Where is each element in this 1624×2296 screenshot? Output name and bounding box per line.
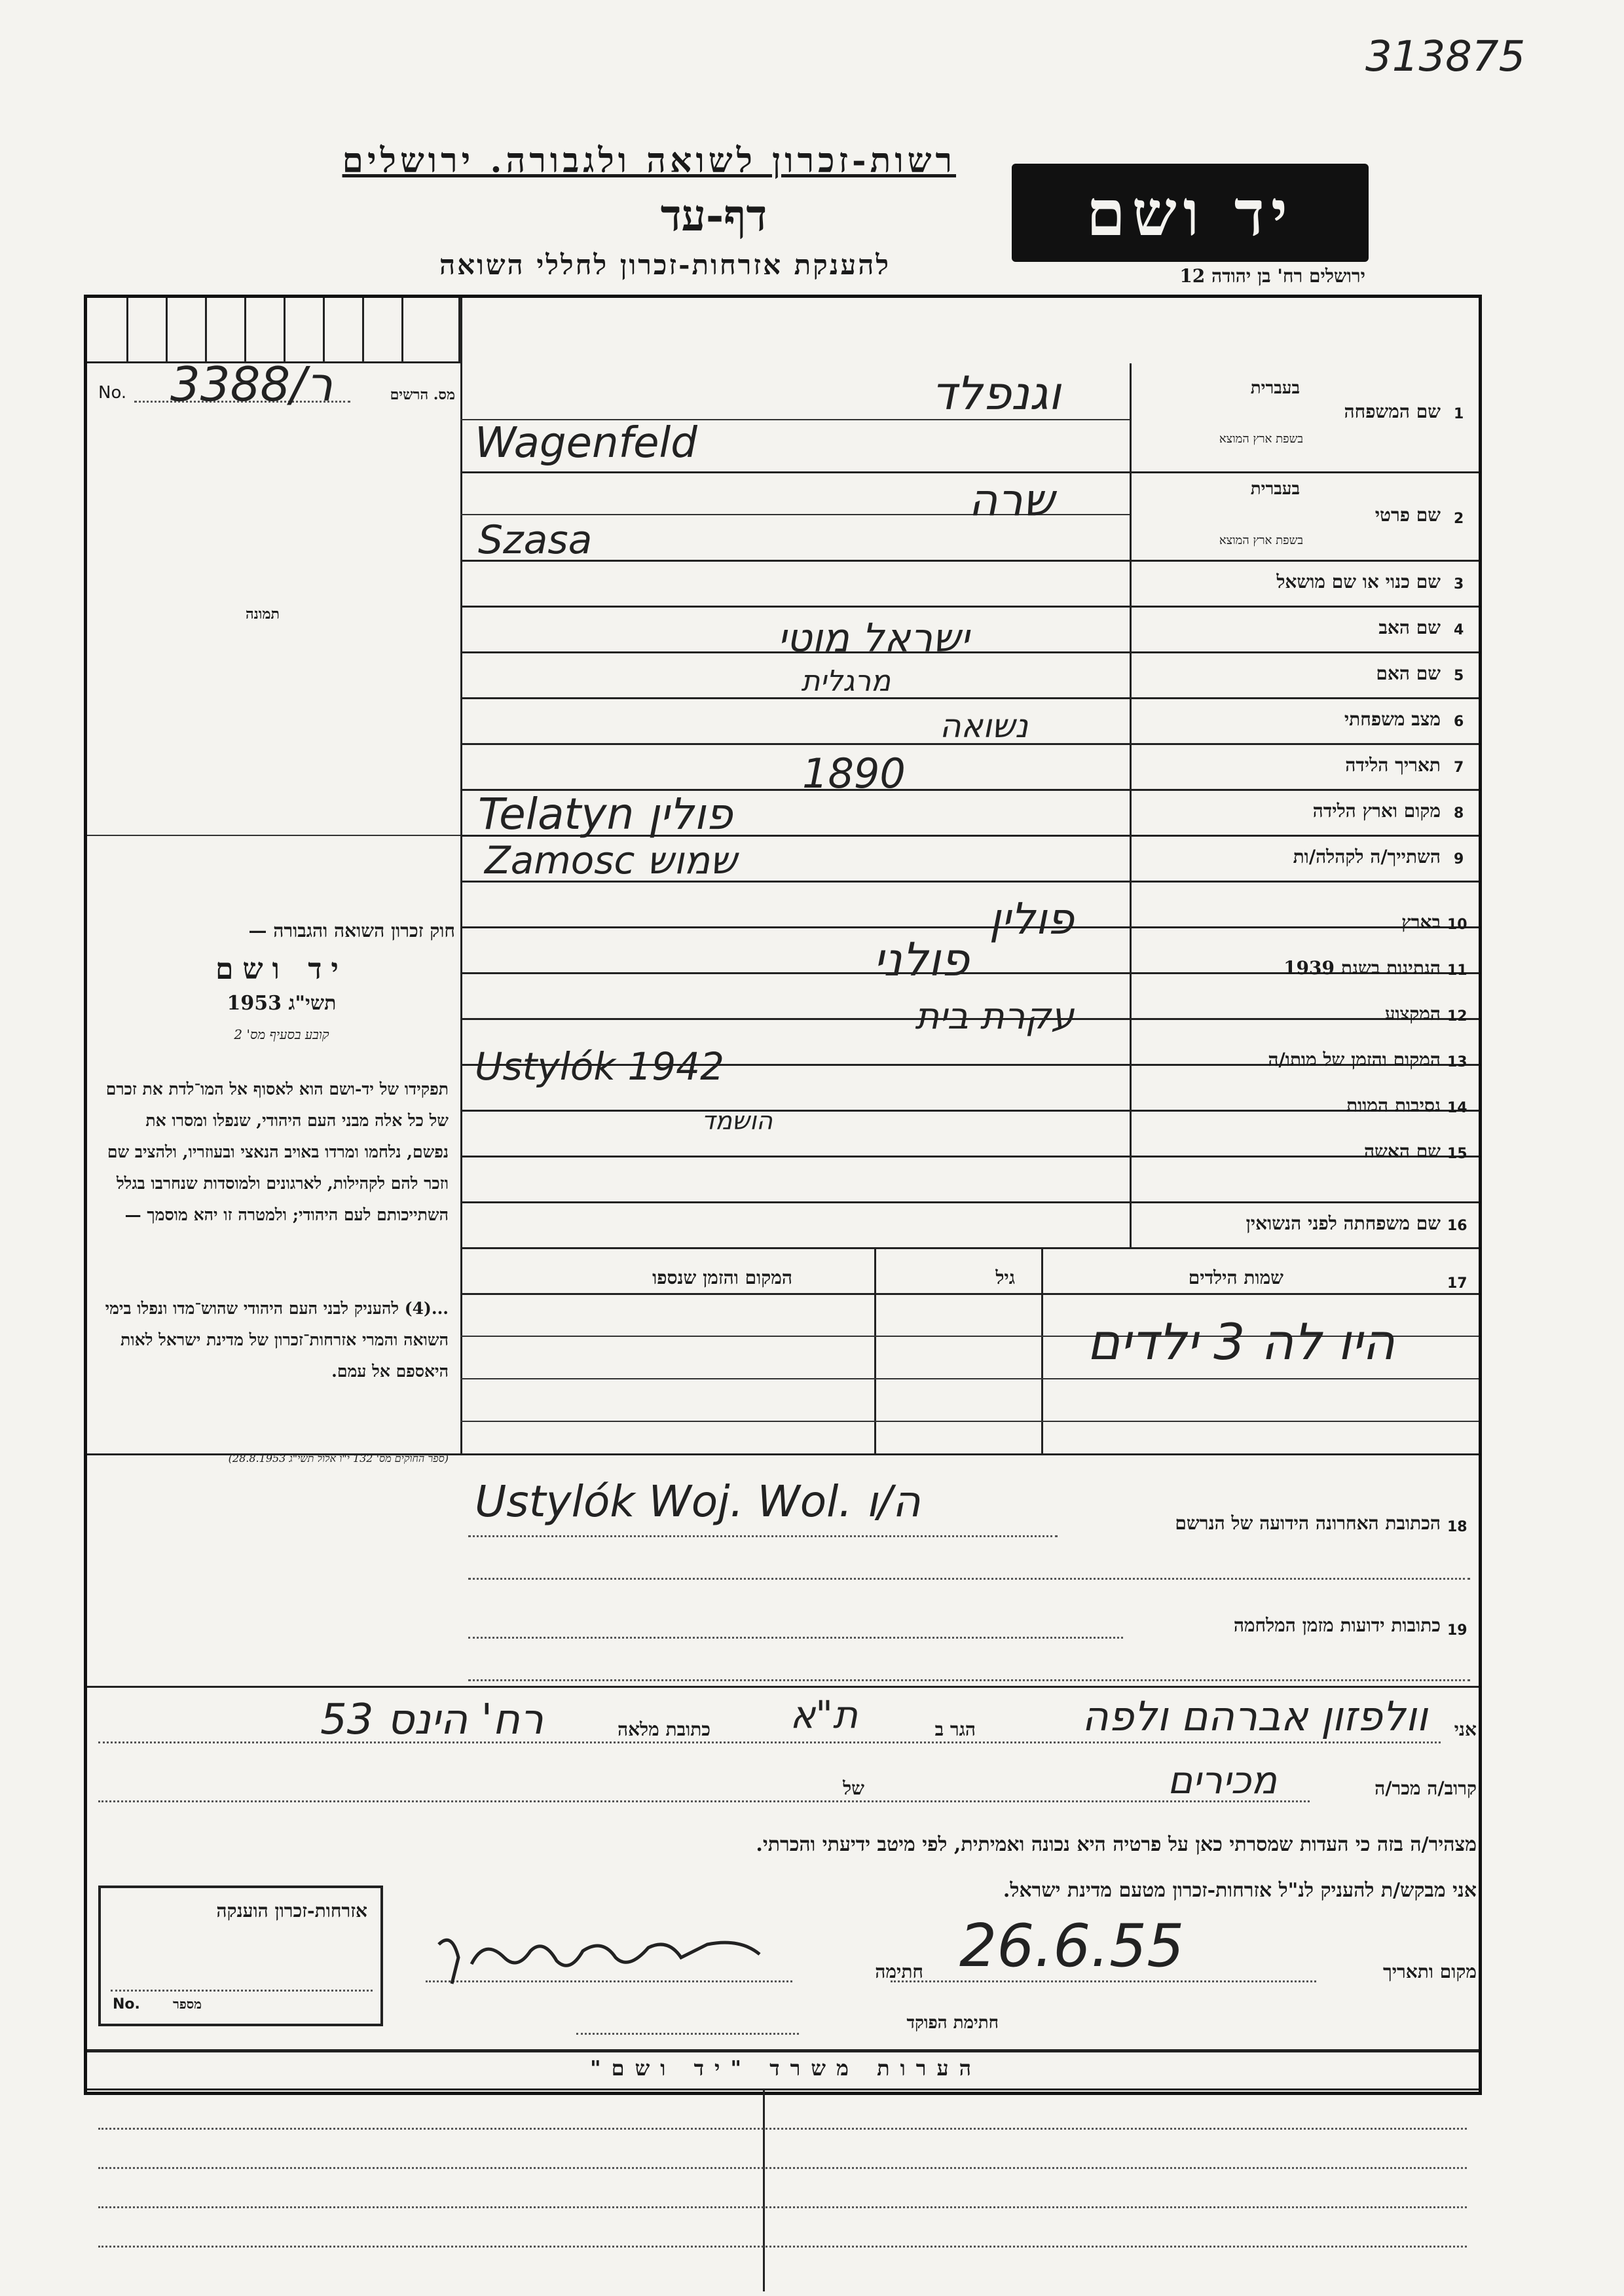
field-19-label: כתובות ידועות מזמן המלחמה bbox=[1233, 1614, 1441, 1636]
photo-law-divider bbox=[87, 835, 460, 836]
place-date-label: מקום ותאריך bbox=[1382, 1961, 1477, 1982]
field-4-value: ישראל מוטי bbox=[777, 615, 969, 661]
field-18-value: Ustylók Woj. Wol. ה/ו bbox=[475, 1476, 921, 1527]
field-9-value: Zamosc שמוש bbox=[485, 838, 737, 883]
field-6-label: מצב משפחתי bbox=[1344, 708, 1441, 730]
children-col-place: המקום והזמן שנספו bbox=[652, 1267, 792, 1288]
declarant-address-label: כתובת מלאה bbox=[617, 1719, 710, 1740]
field-18-line bbox=[468, 1535, 1058, 1537]
row-line bbox=[460, 926, 1479, 928]
row-line bbox=[460, 1110, 1479, 1112]
field-2-value-local: Szasa bbox=[478, 517, 593, 563]
field-15-label: שם האשה bbox=[1363, 1140, 1441, 1162]
memorial-box-no: No. bbox=[113, 1996, 140, 2013]
declarant-date: 26.6.55 bbox=[959, 1912, 1185, 1980]
office-notes-header-line bbox=[87, 2088, 1479, 2090]
date-line bbox=[891, 1980, 1316, 1982]
field-6-value: נשואה bbox=[939, 707, 1028, 745]
field-8-num: 8 bbox=[1454, 805, 1464, 822]
declarant-address: רח' הינס 53 bbox=[320, 1696, 544, 1744]
office-notes-top bbox=[87, 2049, 1479, 2052]
declarant-relation: מכירים bbox=[1167, 1758, 1277, 1802]
field-16-label: שם משפחתה לפני הנשואין bbox=[1246, 1212, 1441, 1234]
left-col-divider bbox=[460, 298, 462, 1247]
field-12-label: המקצוע bbox=[1384, 1003, 1441, 1025]
field-12-num: 12 bbox=[1447, 1008, 1467, 1025]
field-6-num: 6 bbox=[1454, 714, 1464, 730]
field-13-label: המקום והזמן של מותו/ה bbox=[1268, 1049, 1441, 1070]
law-name: יד ושם bbox=[215, 953, 348, 986]
field-10-value: פולין bbox=[989, 894, 1074, 944]
field-18-label: הכתובת האחרונה הידועה של הנרשם bbox=[1175, 1512, 1441, 1534]
photo-label: תמונה bbox=[246, 606, 280, 623]
signature-label: חתימה bbox=[875, 1961, 923, 1982]
field-14-label: נסיבות המוות bbox=[1346, 1095, 1441, 1116]
field-3-num: 3 bbox=[1454, 576, 1464, 592]
officer-signature-label: חתימת הפוקד bbox=[906, 2013, 999, 2033]
form-subtitle: להענקת אזרחות-זכרון לחללי השואה bbox=[439, 249, 891, 281]
field-11-num: 11 bbox=[1447, 962, 1467, 979]
field-19-line-2 bbox=[468, 1679, 1470, 1681]
office-notes-line bbox=[98, 2167, 1467, 2169]
children-col-divider bbox=[1041, 1247, 1043, 1453]
form-title: דף-עד bbox=[660, 190, 767, 241]
children-header-line bbox=[460, 1293, 1479, 1295]
field-18-num: 18 bbox=[1447, 1519, 1467, 1535]
field-15-num: 15 bbox=[1447, 1146, 1467, 1162]
field-1-value-local: Wagenfeld bbox=[475, 419, 697, 467]
declarant-relation-label: קרוב/ה מכר/ה bbox=[1375, 1777, 1477, 1799]
children-col-age: גיל bbox=[995, 1267, 1015, 1288]
field-10-num: 10 bbox=[1447, 917, 1467, 933]
field-11-label: הנתינות בשנת 1939 bbox=[1283, 957, 1441, 979]
yad-vashem-logo: יד ושם bbox=[1012, 164, 1369, 262]
field-4-label: שם האב bbox=[1378, 617, 1441, 638]
row-line bbox=[460, 697, 1479, 699]
reg-number-label: מס. הרשים bbox=[390, 386, 455, 403]
field-4-num: 4 bbox=[1454, 622, 1464, 638]
declarant-lives-in: ת"א bbox=[790, 1692, 858, 1737]
field-14-num: 14 bbox=[1447, 1100, 1467, 1116]
office-notes-divider bbox=[763, 2088, 765, 2291]
field-11-value: פולני bbox=[873, 933, 969, 987]
office-notes-title: הערות משרד "יד ושם" bbox=[589, 2056, 982, 2081]
field-1-num: 1 bbox=[1454, 406, 1464, 422]
reg-number: 3388/ר bbox=[170, 357, 333, 412]
field-13-num: 13 bbox=[1447, 1054, 1467, 1070]
memorial-box-number-label: מספר bbox=[173, 1996, 202, 2012]
field-17-num: 17 bbox=[1447, 1275, 1467, 1292]
memorial-box bbox=[98, 1886, 383, 2026]
field-7-label: תאריך הלידה bbox=[1345, 754, 1441, 776]
signature bbox=[432, 1918, 773, 1990]
law-paragraph-2: ...(4) להעניק לבני העם היהודי שהוש־מדו ונפלו בימי השואה והמרי אזרחות־זכרון של מדינת ישראל לאות היאספם אל עמם. bbox=[105, 1299, 449, 1381]
field-1-sub-hebrew: בעברית bbox=[1250, 378, 1300, 398]
institution-name: רשות-זכרון לשואה ולגבורה. ירושלים bbox=[342, 141, 956, 181]
corner-scribble bbox=[1342, 82, 1355, 128]
logo-address: ירושלים רח' בן יהודה 12 bbox=[1179, 265, 1365, 287]
field-16-num: 16 bbox=[1447, 1218, 1467, 1234]
field-10-label: בארץ bbox=[1401, 911, 1441, 933]
office-notes-line bbox=[98, 2206, 1467, 2208]
row-line bbox=[460, 606, 1479, 608]
field-19-line bbox=[468, 1637, 1123, 1639]
field-9-label: השתייך/ה לקהלה/ות bbox=[1293, 846, 1441, 867]
declarant-lives-label: הגר ב bbox=[934, 1719, 976, 1740]
row-line bbox=[460, 1156, 1479, 1157]
row-line bbox=[460, 471, 1479, 473]
children-left-divider bbox=[460, 1247, 462, 1453]
field-3-label: שם כנוי או שם מושאל bbox=[1276, 571, 1441, 592]
law-citation: (ספר החוקים מס' 132 י"ו אלול תשי"ג 28.8.1953) bbox=[228, 1452, 449, 1465]
reg-no-label: No. bbox=[98, 383, 127, 403]
field-13-value: Ustylók 1942 bbox=[475, 1044, 724, 1089]
top-box-strip bbox=[87, 298, 460, 363]
children-entry: היו לה 3 ילדים bbox=[1086, 1313, 1395, 1371]
field-9-num: 9 bbox=[1454, 851, 1464, 867]
children-row-line bbox=[460, 1378, 1479, 1379]
field-14-value: הושמד bbox=[701, 1106, 773, 1135]
field-2-value-hebrew: שרה bbox=[969, 475, 1054, 526]
field-7-value: 1890 bbox=[802, 750, 906, 797]
law-clause: קובע בסעיף מס' 2 bbox=[234, 1027, 329, 1042]
children-bottom-line bbox=[87, 1453, 1479, 1455]
row-line bbox=[460, 1247, 1479, 1249]
declaration-text: מצהיר/ה בזה כי העדות שמסרתי כאן על פרטיה היא נכונה ואמיתית, לפי מיטב ידיעתי והכרתי. bbox=[756, 1833, 1477, 1856]
declarant-ani-label: אני bbox=[1454, 1719, 1477, 1740]
field-2-sub-local: בשפת ארץ המוצא bbox=[1219, 534, 1303, 547]
children-row-line bbox=[460, 1421, 1479, 1422]
declarant-top-line bbox=[87, 1686, 1479, 1688]
request-text: אני מבקש/ת להעניק לנ"ל אזרחות-זכרון מטעם מדינת ישראל. bbox=[1003, 1879, 1477, 1902]
law-year: תשי"ג 1953 bbox=[227, 992, 337, 1015]
field-8-label: מקום וארץ הלידה bbox=[1312, 800, 1441, 822]
children-col-divider bbox=[874, 1247, 876, 1453]
memorial-box-title: אזרחות-זכרון הוענקה bbox=[216, 1900, 367, 1922]
law-title: חוק זכרון השואה והגבורה — bbox=[248, 920, 455, 941]
field-1-label: שם המשפחה bbox=[1344, 401, 1441, 422]
field-2-label: שם פרטי bbox=[1375, 504, 1441, 526]
row-line bbox=[460, 651, 1479, 653]
field-5-label: שם האם bbox=[1376, 663, 1441, 684]
field-1-value-hebrew: וגנפלד bbox=[931, 367, 1061, 420]
row-line bbox=[460, 1201, 1479, 1203]
label-col-divider bbox=[1130, 363, 1132, 1247]
declarant-line-2 bbox=[98, 1800, 1310, 1802]
officer-line bbox=[576, 2033, 799, 2035]
row-line bbox=[460, 560, 1479, 562]
field-5-num: 5 bbox=[1454, 668, 1464, 684]
declarant-name: וולפזון אברהם ולפה bbox=[1082, 1692, 1428, 1740]
field-19-num: 19 bbox=[1447, 1622, 1467, 1639]
field-7-num: 7 bbox=[1454, 759, 1464, 776]
field-8-value: Telatyn פולין bbox=[478, 789, 733, 839]
field-5-value: מרגלית bbox=[801, 665, 891, 698]
field-1-sub-local: בשפת ארץ המוצא bbox=[1219, 432, 1303, 446]
children-col-names: שמות הילדים bbox=[1188, 1267, 1283, 1288]
field-2-sub-hebrew: בעברית bbox=[1250, 479, 1300, 499]
office-notes-line bbox=[98, 2246, 1467, 2248]
declarant-of-label: של bbox=[843, 1777, 864, 1799]
declarant-line bbox=[98, 1741, 1441, 1743]
field-2-num: 2 bbox=[1454, 511, 1464, 527]
law-paragraph-1: תפקידו של יד-ושם הוא לאסוף אל המו־לדת את זכרם של כל אלה מבני העם היהודי, שנפלו ומסרו את נפשם, נלחמו ומרדו באויב הנאצי ובעוזריו, ולהציב שם וזכר להם לקהילות, לארגונים ולמוסדות שנחרבו בגלל השתייכותם לעם היהודי; ולמטרה זו יהא מוסמך — bbox=[105, 1080, 449, 1224]
field-18-line-2 bbox=[468, 1578, 1470, 1580]
corner-number: 313875 bbox=[1365, 33, 1526, 81]
field-12-value: עקרת בית bbox=[915, 995, 1074, 1038]
office-notes-line bbox=[98, 2128, 1467, 2130]
